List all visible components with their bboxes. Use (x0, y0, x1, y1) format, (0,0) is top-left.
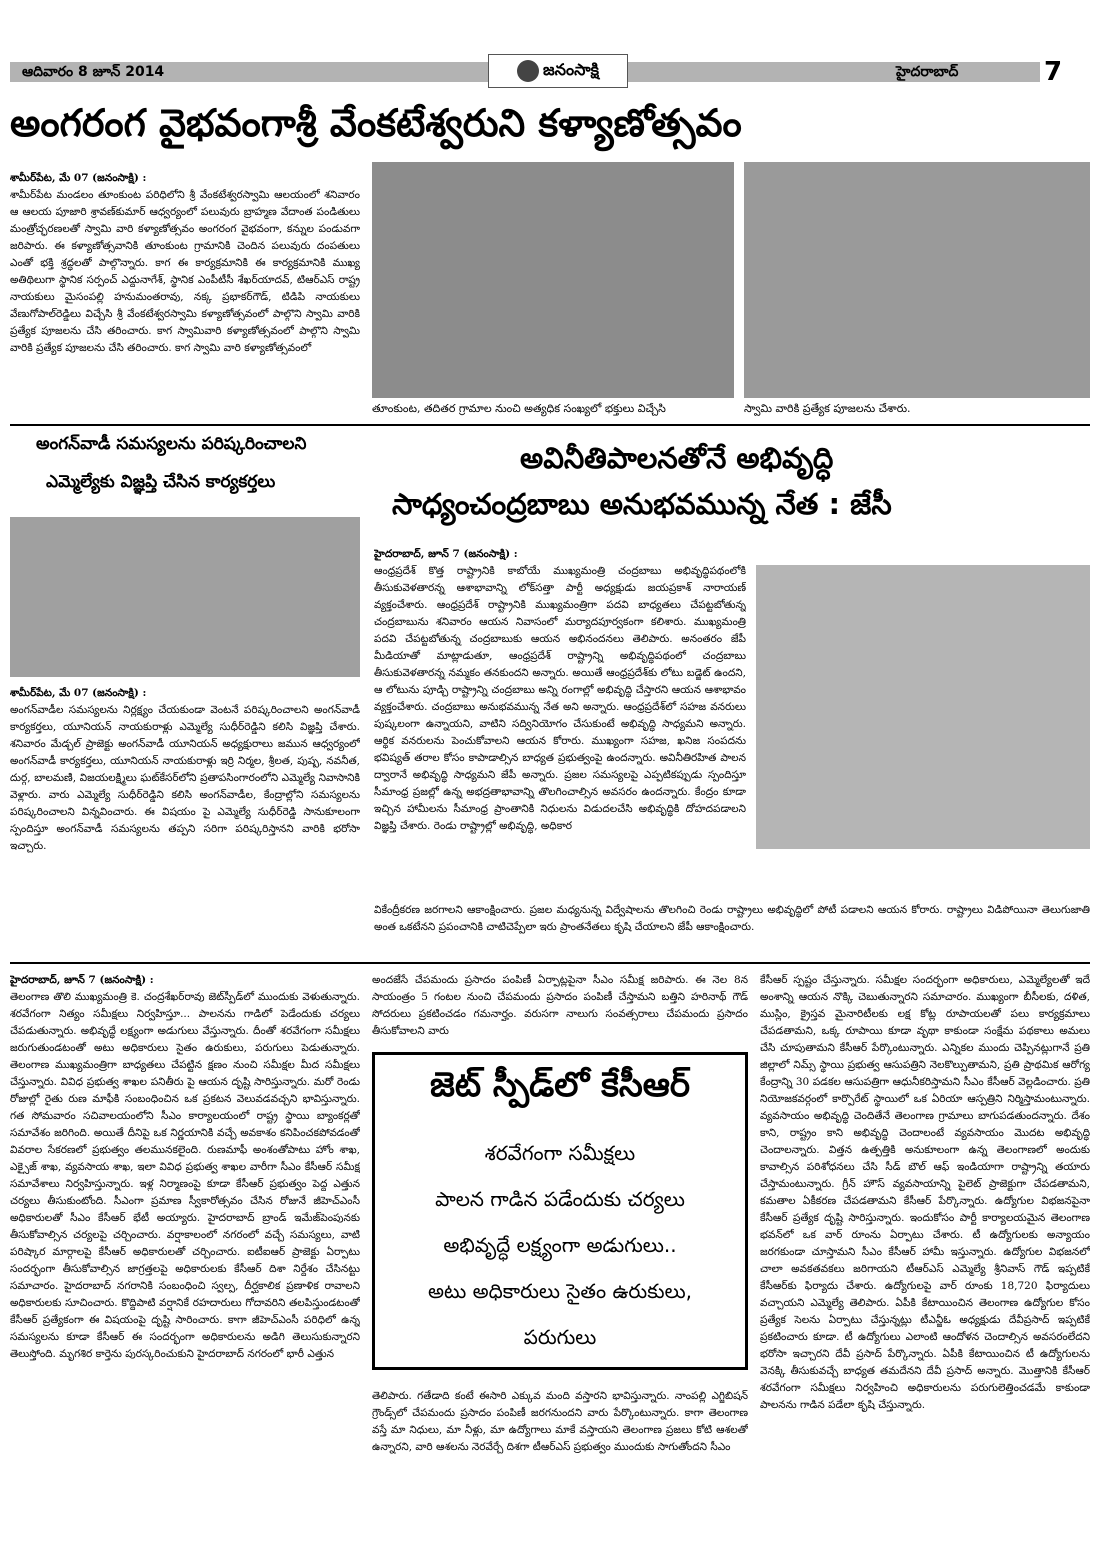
masthead-logo (488, 54, 628, 88)
paper-name: జనంసాక్షి (543, 59, 599, 79)
story3-headline-line2: సాధ్యంచంద్రబాబు అనుభవమున్న నేత : జేసీ (392, 487, 892, 521)
story3-body-continued: వికేంద్రీకరణ జరగాలని ఆకాంక్షించారు. ప్రజల మధ్యనున్న విద్వేషాలను తొలగించి రెండు రాష్ట్రాలు అభివృద్ధిలో పోటీ పడాలని ఆయన కోరారు. రాష్ట్రాలు విడిపోయినా తెలుగుజాతి అంత ఒకటేనని ప్రపంచానికి చాటిచెప్పేలా ఇరు ప్రాంతనేతలు కృషి చేయాలని జేపీ ఆకాంక్షించారు. (374, 904, 1090, 933)
emblem-icon (517, 60, 539, 82)
story1-dateline: శామీర్‌పేట, మే 07 (జనంసాక్షి) : (10, 172, 147, 184)
story3-photo-jp (756, 565, 1090, 849)
issue-date: ఆదివారం 8 జూన్ 2014 (22, 64, 165, 80)
story3-dateline: హైదరాబాద్, జూన్ 7 (జనంసాక్షి) : (374, 548, 518, 560)
box-line-3: అభివృద్ధే లక్ష్యంగా అడుగులు.. (443, 1233, 677, 1257)
story1-photo-puja (744, 162, 1090, 398)
box-line-1: శరవేగంగా సమీక్షలు (484, 1141, 636, 1165)
story2-headline-line2: ఎమ్మెల్యేకు విజ్ఞప్తి చేసిన కార్యకర్తలు (46, 472, 276, 492)
story1-headline: అంగరంగ వైభవంగాశ్రీ వేంకటేశ్వరుని కళ్యాణోత్సవం (10, 101, 742, 145)
section-divider (10, 424, 1090, 426)
story4-col3: కేసీఆర్ స్పష్టం చేస్తున్నారు. సమీక్షల సందర్భంగా అధికారులు, ఎమ్మెల్యేలతో ఇదే అంశాన్ని ఆయన నొక్కి చెబుతున్నారని సమాచారం. ముఖ్యంగా బీసీలకు, దళిత, ముస్లిం, క్రైస్తవ మైనారిటీలకు లక్ష కోట్ల రూపాయలతో పలు కార్యక్రమాలు చేపడతామని, ఒక్క రూపాయి కూడా వృథా కాకుండా సంక్షేమ పథకాలు అమలు చేసి చూపుతామని కేసీఆర్ పేర్కొంటున్నారు. ఎన్నికల ముందు చెప్పినట్లుగానే ప్రతి జిల్లాలో నిమ్స్ స్థాయి ప్రభుత్వ ఆసుపత్రిని నెలకొల్పుతామని, ప్రతి ప్రాథమిక ఆరోగ్య కేంద్రాన్ని 30 పడకల ఆసుపత్రిగా ఆధునీకరిస్తామని సీఎం కేసీఆర్ వెల్లడించారు. ప్రతి నియోజకవర్గంలో కార్పొరేట్ స్థాయిలో ఒక ఏరియా ఆస్పత్రిని నిర్మిస్తామంటున్నారు. వ్యవసాయం అభివృద్ధి చెందితేనే తెలంగాణ గ్రామాలు బాగుపడతుందన్నారు. దేశం కాని, రాష్ట్రం కాని అభివృద్ధి చెందాలంటే వ్యవసాయం మొదట అభివృద్ధి చెందాలన్నారు. విత్తన ఉత్పత్తికి అనుకూలంగా ఉన్న తెలంగాణలో అందుకు కావాల్సిన పరిశోధనలు చేసి సీడ్ బౌల్ ఆఫ్ ఇండియాగా రాష్ట్రాన్ని తయారు చేస్తామంటున్నారు. గ్రీన్ హౌస్ వ్యవసాయాన్ని పైలెట్ ప్రాజెక్టుగా చేపడతామని, కమతాల ఏకీకరణ చేపడతామని కేసీఆర్ పేర్కొన్నారు. ఉద్యోగుల విభజనపైనా కేసీఆర్ ప్రత్యేక దృష్టి సారిస్తున్నారు. ఇందుకోసం పార్టీ కార్యాలయమైన తెలంగాణ భవన్‌లో ఒక వార్ రూంను ఏర్పాటు చేశారు. టీ ఉద్యోగులకు అన్యాయం జరగకుండా చూస్తామని సీఎం కేసీఆర్ హామీ ఇస్తున్నారు. ఉద్యోగుల విభజనలో చాలా అవకతవకలు జరిగాయని టీఆర్ఎస్ ఎమ్మెల్యే శ్రీనివాస్ గౌడ్ ఇప్పటికే కేసీఆర్‌కు ఫిర్యాదు చేశారు. ఉద్యోగులపై వార్ రూంకు 18,720 ఫిర్యాదులు వచ్చాయని ఎమ్మెల్యే తెలిపారు. ఏపీకి కేటాయించిన తెలంగాణ ఉద్యోగుల కోసం ప్రత్యేక సెలను ఏర్పాటు చేస్తున్నట్లు టీఎన్జీఓ అధ్యక్షుడు దేవీప్రసాద్ ఇప్పటికే ప్రకటించారు కూడా. టీ ఉద్యోగులు ఎలాంటి ఆందోళన చెందాల్సిన అవసరంలేదని భరోసా ఇచ్చారని దేవీ ప్రసాద్ పేర్కొన్నారు. ఏపీకి కేటాయించిన టీ ఉద్యోగులను వెనక్కి తీసుకువచ్చే బాధ్యత తమదేనని దేవీ ప్రసాద్ అన్నారు. మొత్తానికి కేసీఆర్ శరవేగంగా సమీక్షలు నిర్వహించి అధికారులను పరుగులెత్తించడమే కాకుండా పాలనను గాడిన పడేలా కృషి చేస్తున్నారు. (760, 974, 1090, 1411)
story1-photo-ceremony (372, 162, 734, 398)
story1-article (10, 170, 360, 418)
story4-col1 (10, 972, 360, 1506)
story4-col2-bottom: తెలిపారు. గతేడాది కంటే ఈసారి ఎక్కువ మంది వస్తారని భావిస్తున్నారు. నాంపల్లి ఎగ్జిబిషన్ గ్రౌండ్స్‌లో చేపమందు ప్రసాదం పంపిణీ జరగనుందని వారు పేర్కొంటున్నారు. కాగా తెలంగాణ వస్తే మా నిధులు, మా నీళ్లు, మా ఉద్యోగాలు మాకే వస్తాయని తెలంగాణ ప్రజలు కోటి ఆశలతో ఉన్నారని, వారి ఆశలను నెరవేర్చే దిశగా టీఆర్ఎస్ ప్రభుత్వం ముందుకు సాగుతోందని సీఎం (372, 1390, 748, 1453)
story1-body: శామీర్‌పేట మండలం తూంకుంట పరిధిలోని శ్రీ వేంకటేశ్వరస్వామి ఆలయంలో శనివారం ఆ ఆలయ పూజారి శ్రావణ్‌కుమార్ ఆధ్వర్యంలో పలువురు బ్రాహ్మణ వేదాంత పండితులు మంత్రోచ్ఛరణలతో స్వామి వారి కళ్యాణోత్సవం అంగరంగ వైభవంగా, కన్నుల పండువగా జరిపారు. ఈ కళ్యాణోత్సవానికి తూంకుంట గ్రామానికి చెందిన పలువురు దంపతులు ఎంతో భక్తి శ్రద్ధలతో పాల్గొన్నారు. కాగ ఈ కార్యక్రమానికి ఈ కార్యక్రమానికి ముఖ్య అతిథిలుగా స్థానిక సర్పంచ్ ఎద్దునాగేశ్, స్థానిక ఎంపీటీసీ శేఖర్‌యాదవ్, టిఆర్ఎస్ రాష్ట్ర నాయకులు మైసంపల్లి హనుమంతరావు, నక్క ప్రభాకర్‌గౌడ్, టిడిపి నాయకులు వేణుగోపాల్‌రెడ్డిలు విచ్చేసి శ్రీ వేంకటేశ్వరస్వామి కళ్యాణోత్సవంలో పాల్గొని స్వామి వారికి ప్రత్యేక పూజలను చేసి తరించారు. కాగ స్వామివారి కళ్యాణోత్సవంలో పాల్గొని స్వామి వారికి ప్రత్యేక పూజలను చేసి తరించారు. కాగ స్వామి వారి కళ్యాణోత్సవంలో (10, 189, 360, 354)
story3-body: ఆంధ్రప్రదేశ్ కొత్త రాష్ట్రానికి కాబోయే ముఖ్యమంత్రి చంద్రబాబు అభివృద్ధిపథంలోకి తీసుకువెళతారన్న ఆశాభావాన్ని లోక్‌సత్తా పార్టీ అధ్యక్షుడు జయప్రకాశ్ నారాయణ్ వ్యక్తంచేశారు. ఆంధ్రప్రదేశ్ రాష్ట్రానికి ముఖ్యమంత్రిగా పదవి బాధ్యతలు చేపట్టబోతున్న చంద్రబాబును శనివారం ఆయన నివాసంలో మర్యాదపూర్వకంగా కలిశారు. ముఖ్యమంత్రి పదవి చేపట్టబోతున్న చంద్రబాబుకు ఆయన అభినందనలు తెలిపారు. అనంతరం జేపీ మీడియాతో మాట్లాడుతూ, ఆంధ్రప్రదేశ్ రాష్ట్రాన్ని అభివృద్ధిపథంలో చంద్రబాబు తీసుకువెళతారన్న నమ్మకం తనకుందని అన్నారు. అయితే ఆంధ్రప్రదేశ్‌కు లోటు బడ్జెట్ ఉందని, ఆ లోటును పూడ్చి రాష్ట్రాన్ని చంద్రబాబు అన్ని రంగాల్లో అభివృద్ధి చేస్తారని ఆయన ఆశాభావం వ్యక్తంచేశారు. చంద్రబాబు అనుభవమున్న నేత అని అన్నారు. ఆంధ్రప్రదేశ్‌లో సహజ వనరులు పుష్కలంగా ఉన్నాయని, వాటిని సద్వినియోగం చేసుకుంటే అభివృద్ధి సాధ్యమని అన్నారు. ఆర్థిక వనరులను పెంచుకోవాలని ఆయన కోరారు. ముఖ్యంగా సహజ, ఖనిజ సంపదను భవిష్యత్ తరాల కోసం కాపాడాల్సిన బాధ్యత ప్రభుత్వంపై ఉందన్నారు. అవినీతిరహిత పాలన ద్వారానే అభివృద్ధి సాధ్యమని జేపీ అన్నారు. ప్రజల సమస్యలపై ఎప్పటికప్పుడు స్పందిస్తూ సీమాంధ్ర ప్రజల్లో ఉన్న అభద్రతాభావాన్ని తొలగించాల్సిన అవసరం ఉందన్నారు. కేంద్రం కూడా ఇచ్చిన హామీలను సీమాంధ్ర ప్రాంతానికి నిధులను విడుదలచేసి అభివృద్ధికి దోహదపడాలని విజ్ఞప్తి చేశారు. రెండు రాష్ట్రాల్లో అభివృద్ధి, అధికార (374, 565, 746, 832)
story2-headline-line1: అంగన్‌వాడీ సమస్యలను పరిష్కరించాలని (36, 434, 307, 454)
story1-caption-1: తూంకుంట, తదితర గ్రామాల నుంచి అత్యధిక సంఖ్యలో భక్తులు విచ్చేసి (372, 402, 666, 415)
box-line-5: పరుగులు (523, 1325, 597, 1349)
box-line-2: పాలన గాడిన పడేందుకు చర్యలు (435, 1187, 685, 1211)
story4-highlight-box (372, 1052, 748, 1370)
story2-photo-group (10, 517, 360, 677)
story3-headline-line1: అవినీతిపాలనతోనే అభివృద్ధి (520, 441, 834, 475)
story4-col1-body: తెలంగాణ తొలి ముఖ్యమంత్రి కె. చంద్రశేఖర్‌రావు జెట్‌స్పీడ్‌లో ముందుకు వెళుతున్నారు. శరవేగంగా నిత్యం సమీక్షలు నిర్వహిస్తూ... పాలనను గాడిలో పెడేందుకు చర్యలు చేపడుతున్నారు. అభివృద్ధే లక్ష్యంగా అడుగులు వేస్తున్నారు. దీంతో శరవేగంగా సమీక్షలు జరుగుతుండటంతో అటు అధికారులు సైతం ఉరుకులు, పరుగులు పెడుతున్నారు. తెలంగాణ ముఖ్యమంత్రిగా బాధ్యతలు చేపట్టిన క్షణం నుంచి సమీక్షల మీద సమీక్షలు చేస్తున్నారు. వివిధ ప్రభుత్వ శాఖల పనితీరు పై ఆయన దృష్టి సారిస్తున్నారు. మరో రెండు రోజుల్లో రైతు రుణ మాఫీకి సంబంధించిన ఒక ప్రకటన వెలువడవచ్చని భావిస్తున్నారు. గత సోమవారం సచివాలయంలోని సీఎం కార్యాలయంలో రాష్ట్ర స్థాయి బ్యాంకర్లతో సమావేశం జరిగింది. అయితే దీనిపై ఒక నిర్ణయానికి వచ్చే అవకాశం కనిపించకపోవడంతో వివరాల సేకరణలో ప్రభుత్వం తలమునకలైంది. రుణమాఫీ అంశంతోపాటు హోం శాఖ, ఎక్సైజ్ శాఖ, వ్యవసాయ శాఖ, ఇలా వివిధ ప్రభుత్వ శాఖల వారీగా సీఎం కేసీఆర్ సమీక్ష సమావేశాలు నిర్వహిస్తున్నారు. ఇళ్ల నిర్మాణంపై కూడా కేసీఆర్ ప్రభుత్వం పెద్ద ఎత్తున చర్యలు తీసుకుంటోంది. సీఎంగా ప్రమాణ స్వీకారోత్సవం చేసిన రోజునే జీహెచ్ఎంసీ అధికారులతో సీఎం కేసీఆర్ భేటీ అయ్యారు. హైదరాబాద్ బ్రాండ్ ఇమేజ్‌పెంపునకు తీసుకోవాల్సిన చర్యలపై చర్చించారు. వర్షాకాలంలో నగరంలో వచ్చే సమస్యలు, వాటి పరిష్కార మార్గాలపై కేసీఆర్ అధికారులతో చర్చించారు. ఐటీఐఆర్ ప్రాజెక్టు ఏర్పాటు సందర్భంగా తీసుకోవాల్సిన జాగ్రత్తలపై అధికారులకు కేసీఆర్ దిశా నిర్దేశం చేసినట్టు సమాచారం. హైదరాబాద్ నగరానికి సంబంధించి స్వల్ప, దీర్ఘకాలిక ప్రణాళిక రావాలని అధికారులకు సూచించారు. కొద్దిపాటి వర్షానికే రహదారులు గోదావరిని తలపిస్తుండటంతో కేసీఆర్ ప్రత్యేకంగా ఈ విషయంపై దృష్టి సారించారు. కాగా జీహెచ్ఎంసీ పరిధిలో ఉన్న సమస్యలను కూడా కేసీఆర్ ఈ సందర్భంగా అధికారులను అడిగి తెలుసుకున్నారని తెలుస్తోంది. మృగశిర కార్తెను పురస్కరించుకుని హైదరాబాద్ నగరంలో భారీ ఎత్తున (10, 991, 360, 1360)
box-title: జెట్ స్పీడ్‌లో కేసీఆర్ (429, 1065, 690, 1105)
page-number: 7 (1044, 57, 1063, 87)
story4-col2-top: అందజేసే చేపమందు ప్రసాదం పంపిణీ ఏర్పాట్లపైనా సీఎం సమీక్ష జరిపారు. ఈ నెల 8న సాయంత్రం 5 గంటల నుంచి చేపమందు ప్రసాదం పంపిణీ చేస్తామని బత్తిని హరినాథ్ గౌడ్ సోదరులు ప్రకటించడం గమనార్హం. వరుసగా నాలుగు సంవత్సరాలు చేపమందు ప్రసాదం తీసుకోవాలని వారు (372, 974, 748, 1036)
story3-article (374, 546, 746, 900)
section-divider-2 (10, 962, 1090, 964)
story2-article (10, 685, 360, 959)
story2-dateline: శామీర్‌పేట, మే 07 (జనంసాక్షి) : (10, 687, 147, 699)
box-line-4: అటు అధికారులు సైతం ఉరుకులు, (427, 1279, 693, 1303)
edition-city: హైదరాబాద్ (896, 64, 959, 80)
story2-body: అంగన్‌వాడీల సమస్యలను నిర్లక్ష్యం చేయకుండా వెంటనే పరిష్కరించాలని అంగన్‌వాడీ కార్యకర్తలు, యూనియన్ నాయకురాళ్లు ఎమ్మెల్యే సుధీర్‌రెడ్డిని కలిసి విజ్ఞప్తి చేశారు. శనివారం మేడ్చల్ ప్రాజెక్టు అంగన్‌వాడీ యూనియన్ అధ్యక్షురాలు జమున ఆధ్వర్యంలో అంగన్‌వాడీ కార్యకర్తలు, యూనియన్ నాయకురాళ్లు ఇర్రి నిర్మల, శ్రీలత, పుష్ప, నవనీత, దుర్గ, బాలమణి, విజయలక్ష్మిలు ఘట్‌కేసర్‌లోని ప్రతాపసింగారంలోని ఎమ్మెల్యే నివాసానికి వెళ్లారు. వారు ఎమ్మెల్యే సుధీర్‌రెడ్డిని కలిసి అంగన్‌వాడీల, కేంద్రాల్లోని సమస్యలను పరిష్కరించాలని విన్నవించారు. ఈ విషయం పై ఎమ్మెల్యే సుధీర్‌రెడ్డి సానుకూలంగా స్పందిస్తూ అంగన్‌వాడీ సమస్యలను తప్పని సరిగా పరిష్కరిస్తానని వారికి భరోసా ఇచ్చారు. (10, 704, 360, 852)
story1-caption-2: స్వామి వారికి ప్రత్యేక పూజలను చేశారు. (744, 402, 911, 415)
story4-dateline: హైదరాబాద్, జూన్ 7 (జనంసాక్షి) : (10, 974, 154, 986)
